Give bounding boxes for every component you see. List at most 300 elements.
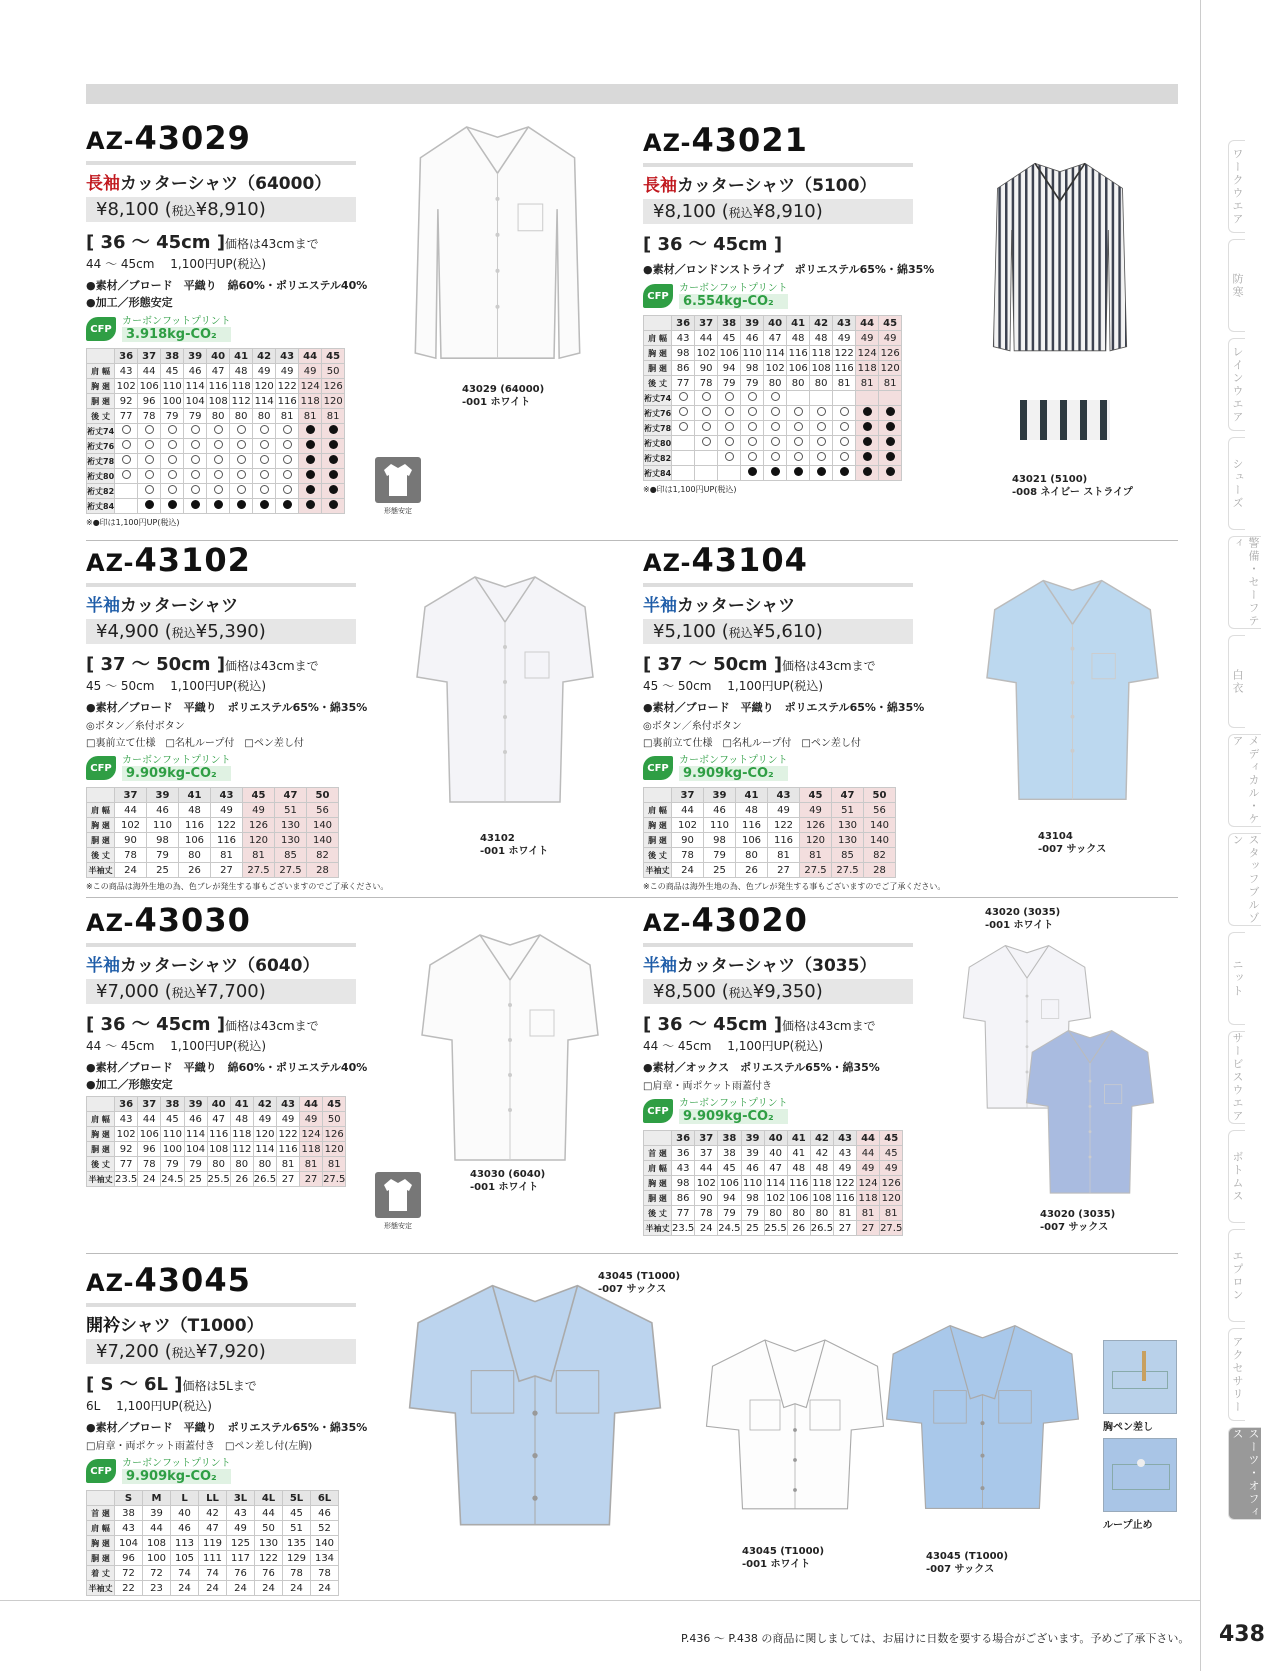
photo-caption: 43102 -001 ホワイト xyxy=(480,833,549,857)
open-circle-icon xyxy=(168,440,177,449)
table-cell xyxy=(253,454,276,469)
table-cell xyxy=(138,484,161,499)
filled-circle-icon xyxy=(306,440,315,449)
cfp-label: カーボンフットプリント xyxy=(679,283,788,294)
table-cell xyxy=(810,436,833,451)
table-cell xyxy=(787,466,810,481)
tab-2[interactable]: レインウエア xyxy=(1228,338,1245,431)
detail-caption: 胸ペン差し xyxy=(1103,1422,1153,1433)
table-cell: 79 xyxy=(147,848,179,863)
table-cell: 116 xyxy=(277,395,297,407)
cfp-block xyxy=(86,753,356,783)
table-cell: 118 xyxy=(811,347,831,359)
row-label: 胸 廻 xyxy=(644,346,672,361)
footnote: ※●印は1,100円UP(税込) xyxy=(643,485,737,494)
cfp-label: カーボンフットプリント xyxy=(122,316,231,327)
table-cell: 47 xyxy=(764,1161,787,1176)
table-cell: 124 xyxy=(857,347,877,359)
open-circle-icon xyxy=(771,392,780,401)
table-cell: 78 xyxy=(311,1566,339,1581)
table-row xyxy=(644,391,902,406)
cfp-value: 9.909kg-CO₂ xyxy=(679,766,788,781)
size-table xyxy=(86,787,339,878)
table-cell: 79 xyxy=(718,376,741,391)
table-cell: 46 xyxy=(311,1506,339,1521)
table-cell xyxy=(810,451,833,466)
table-cell: 24 xyxy=(283,1581,311,1596)
table-cell xyxy=(161,499,184,514)
table-cell: 24 xyxy=(311,1581,339,1596)
model-number: AZ-43020 xyxy=(643,901,808,939)
photo-caption: 43029 (64000) -001 ホワイト xyxy=(462,384,545,408)
table-cell: 135 xyxy=(283,1536,311,1551)
table-cell: 76 xyxy=(255,1566,283,1581)
table-cell: 47 xyxy=(207,1112,230,1127)
table-cell xyxy=(230,484,253,499)
filled-circle-icon xyxy=(886,437,895,446)
table-cell xyxy=(764,421,787,436)
table-cell: 25 xyxy=(704,863,736,878)
table-cell: 43 xyxy=(115,364,138,379)
open-circle-icon xyxy=(145,425,154,434)
table-cell: 77 xyxy=(672,376,695,391)
table-cell: 81 xyxy=(833,376,856,391)
table-cell xyxy=(322,469,345,484)
open-circle-icon xyxy=(725,407,734,416)
table-cell: 134 xyxy=(311,1551,339,1566)
open-circle-icon xyxy=(748,437,757,446)
table-cell: 126 xyxy=(323,380,343,392)
table-cell: 106 xyxy=(179,833,211,848)
size-column-header: 38 xyxy=(718,1131,741,1146)
table-cell: 125 xyxy=(227,1536,255,1551)
table-cell: 24 xyxy=(138,1172,161,1187)
size-column-header: 39 xyxy=(147,788,179,803)
table-cell xyxy=(810,421,833,436)
row-label: 半袖丈 xyxy=(87,1172,115,1187)
tab-8[interactable]: ニット xyxy=(1228,932,1245,1025)
table-cell: 81 xyxy=(768,848,800,863)
table-row xyxy=(87,379,345,394)
table-cell: 26 xyxy=(230,1172,253,1187)
open-circle-icon xyxy=(260,455,269,464)
table-row xyxy=(644,863,896,878)
table-cell xyxy=(230,499,253,514)
table-cell: 78 xyxy=(695,1206,718,1221)
price-bar: ¥7,000 (税込¥7,700) xyxy=(86,979,356,1004)
table-row xyxy=(644,1221,903,1236)
table-cell xyxy=(879,406,902,421)
size-column-header: 37 xyxy=(115,788,147,803)
table-cell xyxy=(276,469,299,484)
table-cell: 108 xyxy=(208,395,228,407)
table-cell xyxy=(879,436,902,451)
table-cell xyxy=(276,484,299,499)
title-rule xyxy=(643,943,913,947)
tab-5[interactable]: 白衣 xyxy=(1228,635,1245,728)
cfp-value: 6.554kg-CO₂ xyxy=(679,294,788,309)
row-label: 胴 廻 xyxy=(644,1191,672,1206)
material-spec: ●素材／ブロード 平織り 綿60%・ポリエステル40% xyxy=(86,279,368,292)
table-cell xyxy=(299,484,322,499)
open-circle-icon xyxy=(725,452,734,461)
table-cell: 81 xyxy=(211,848,243,863)
table-row xyxy=(87,409,345,424)
size-column-header: 45 xyxy=(880,1131,903,1146)
table-cell: 79 xyxy=(741,376,764,391)
open-circle-icon xyxy=(191,470,200,479)
table-cell: 102 xyxy=(116,380,136,392)
filled-circle-icon xyxy=(260,500,269,509)
table-cell xyxy=(764,451,787,466)
size-column-header: 40 xyxy=(207,1097,230,1112)
table-cell: 126 xyxy=(880,347,900,359)
table-cell: 111 xyxy=(199,1551,227,1566)
row-label: 後 丈 xyxy=(644,376,672,391)
title-rule xyxy=(86,583,356,587)
table-cell: 46 xyxy=(184,364,207,379)
open-circle-icon xyxy=(168,470,177,479)
model-number: AZ-43104 xyxy=(643,541,808,579)
row-label: 首 廻 xyxy=(644,1146,672,1161)
shirt-photo-43045-sax xyxy=(885,1295,1080,1535)
open-circle-icon xyxy=(283,455,292,464)
table-cell: 78 xyxy=(138,1157,161,1172)
table-cell xyxy=(207,424,230,439)
table-cell xyxy=(299,499,322,514)
cfp-icon: CFP xyxy=(86,756,116,780)
table-cell xyxy=(672,436,695,451)
table-cell xyxy=(787,421,810,436)
tab-3[interactable]: シューズ xyxy=(1228,437,1245,530)
size-column-header: 40 xyxy=(764,316,787,331)
product-name: 半袖カッターシャツ xyxy=(643,596,796,616)
table-cell: 27 xyxy=(211,863,243,878)
table-cell: 81 xyxy=(277,1157,300,1172)
table-cell: 81 xyxy=(276,409,299,424)
table-cell xyxy=(764,466,787,481)
table-cell: 130 xyxy=(832,818,864,833)
table-cell: 43 xyxy=(115,1521,143,1536)
table-cell: 49 xyxy=(879,331,902,346)
table-cell: 114 xyxy=(185,380,205,392)
table-cell: 118 xyxy=(857,362,877,374)
table-cell: 80 xyxy=(207,409,230,424)
table-cell: 114 xyxy=(254,395,274,407)
cfp-block xyxy=(86,314,356,344)
table-cell: 90 xyxy=(695,1191,718,1206)
open-circle-icon xyxy=(237,470,246,479)
row-label: 肩 幅 xyxy=(644,1161,672,1176)
size-column-header: 47 xyxy=(275,788,307,803)
table-cell: 108 xyxy=(143,1536,171,1551)
table-cell: 48 xyxy=(179,803,211,818)
table-cell xyxy=(138,439,161,454)
table-cell: 52 xyxy=(311,1521,339,1536)
table-cell: 116 xyxy=(789,1177,809,1189)
table-cell: 28 xyxy=(307,863,339,878)
title-rule xyxy=(86,161,356,165)
table-cell: 104 xyxy=(185,395,205,407)
table-cell xyxy=(741,451,764,466)
table-cell: 78 xyxy=(138,409,161,424)
filled-circle-icon xyxy=(771,467,780,476)
table-cell: 98 xyxy=(147,833,179,848)
size-column-header: 37 xyxy=(138,1097,161,1112)
table-cell: 106 xyxy=(139,1128,159,1140)
footnote: ※この商品は海外生地の為、色ブレが発生する事もございますのでご了承ください。 xyxy=(643,882,946,891)
size-column-header: 36 xyxy=(672,316,695,331)
table-cell: 100 xyxy=(162,395,182,407)
table-cell xyxy=(115,439,138,454)
tab-4[interactable]: 警備・セーフティ xyxy=(1228,536,1261,629)
table-cell: 110 xyxy=(704,818,736,833)
table-cell: 79 xyxy=(704,848,736,863)
row-label: 裄丈74 xyxy=(87,424,115,439)
table-cell: 45 xyxy=(718,1161,741,1176)
size-column-header: 39 xyxy=(184,349,207,364)
table-cell: 27 xyxy=(768,863,800,878)
feature-spec: □肩章・両ポケット雨蓋付き □ペン差し付(左胸) xyxy=(86,1441,313,1452)
table-cell: 44 xyxy=(143,1521,171,1536)
filled-circle-icon xyxy=(191,500,200,509)
feature-spec: □肩章・両ポケット雨蓋付き xyxy=(643,1081,772,1092)
table-cell: 96 xyxy=(138,1142,161,1157)
open-circle-icon xyxy=(725,437,734,446)
table-cell: 46 xyxy=(741,331,764,346)
table-cell: 26 xyxy=(736,863,768,878)
size-column-header: 42 xyxy=(810,316,833,331)
open-circle-icon xyxy=(122,470,131,479)
feature-spec: □裏前立て仕様 □名札ループ付 □ペン差し付 xyxy=(643,738,861,749)
open-circle-icon xyxy=(283,470,292,479)
filled-circle-icon xyxy=(886,452,895,461)
material-spec: ●素材／ブロード 平織り 綿60%・ポリエステル40% xyxy=(86,1061,368,1074)
table-row xyxy=(644,436,902,451)
size-column-header: 36 xyxy=(672,1131,695,1146)
open-circle-icon xyxy=(237,425,246,434)
table-cell: 116 xyxy=(834,362,854,374)
table-cell: 118 xyxy=(301,1143,321,1155)
table-row xyxy=(87,1521,339,1536)
table-cell xyxy=(184,469,207,484)
table-cell: 92 xyxy=(115,1142,138,1157)
table-cell: 50 xyxy=(323,1112,346,1127)
processing-spec: ●加工／形態安定 xyxy=(86,1078,173,1091)
open-circle-icon xyxy=(214,440,223,449)
table-cell: 27.5 xyxy=(880,1222,903,1234)
table-cell: 120 xyxy=(323,395,343,407)
size-column-header: 39 xyxy=(704,788,736,803)
material-spec: ●素材／ブロード 平織り ポリエステル65%・綿35% xyxy=(643,701,925,714)
table-cell: 80 xyxy=(179,848,211,863)
table-cell: 26 xyxy=(179,863,211,878)
photo-caption: 43021 (5100) -008 ネイビー ストライプ xyxy=(1012,474,1133,498)
row-label: 胸 廻 xyxy=(87,379,115,394)
table-cell: 90 xyxy=(672,833,704,848)
tab-13[interactable]: スーツ・オフィス xyxy=(1228,1427,1261,1520)
table-cell: 38 xyxy=(718,1146,741,1161)
table-cell xyxy=(115,499,138,514)
size-range: [ S ～ 6L ]価格は5Lまで xyxy=(86,1374,257,1395)
table-cell: 108 xyxy=(810,1191,833,1206)
table-cell xyxy=(879,466,902,481)
table-cell: 47 xyxy=(764,331,787,346)
tab-9[interactable]: サービスウエア xyxy=(1228,1031,1245,1124)
open-circle-icon xyxy=(191,440,200,449)
table-row xyxy=(644,466,902,481)
shirt-icon xyxy=(375,457,421,503)
size-range: [ 37 ～ 50cm ]価格は43cmまで xyxy=(86,654,319,675)
product-name: 長袖カッターシャツ（5100） xyxy=(643,176,877,196)
row-label: 裄丈76 xyxy=(644,406,672,421)
table-cell xyxy=(672,391,695,406)
size-column-header: 45 xyxy=(879,316,902,331)
table-cell: 102 xyxy=(672,818,704,833)
table-cell: 79 xyxy=(718,1206,741,1221)
table-cell: 81 xyxy=(856,376,879,391)
open-circle-icon xyxy=(702,407,711,416)
table-corner xyxy=(87,1097,115,1112)
table-cell: 37 xyxy=(695,1146,718,1161)
table-cell xyxy=(718,391,741,406)
button-spec: ◎ボタン／糸付ボタン xyxy=(86,721,185,732)
tab-7[interactable]: スタッフブルゾン xyxy=(1228,833,1261,926)
filled-circle-icon xyxy=(817,467,826,476)
table-cell xyxy=(741,436,764,451)
row-label: 胴 廻 xyxy=(87,1142,115,1157)
table-cell xyxy=(718,421,741,436)
row-label: 肩 幅 xyxy=(644,803,672,818)
table-cell xyxy=(672,406,695,421)
table-cell: 124 xyxy=(300,380,320,392)
model-number: AZ-43030 xyxy=(86,901,251,939)
table-cell: 80 xyxy=(230,1157,253,1172)
shirt-photo-43102 xyxy=(415,562,595,812)
title-rule xyxy=(86,1303,356,1307)
table-cell: 77 xyxy=(672,1206,695,1221)
size-column-header: 45 xyxy=(800,788,832,803)
table-cell: 110 xyxy=(147,818,179,833)
table-cell: 79 xyxy=(741,1206,764,1221)
size-column-header: 37 xyxy=(695,1131,718,1146)
table-row xyxy=(644,1191,903,1206)
table-cell: 122 xyxy=(278,1128,298,1140)
row-label: 胴 廻 xyxy=(87,833,115,848)
table-cell: 49 xyxy=(768,803,800,818)
table-cell: 47 xyxy=(199,1521,227,1536)
product-43045 xyxy=(86,1261,368,1596)
table-cell: 85 xyxy=(832,848,864,863)
filled-circle-icon xyxy=(748,467,757,476)
table-cell: 112 xyxy=(232,1143,252,1155)
row-label: 半袖丈 xyxy=(87,1581,115,1596)
tab-0[interactable]: ワークウエア xyxy=(1228,140,1245,233)
price-bar: ¥8,500 (税込¥9,350) xyxy=(643,979,913,1004)
table-cell: 130 xyxy=(275,833,307,848)
table-cell: 140 xyxy=(311,1536,339,1551)
table-cell: 45 xyxy=(880,1146,903,1161)
row-label: 裄丈84 xyxy=(87,499,115,514)
product-name: 長袖カッターシャツ（64000） xyxy=(86,174,332,194)
table-cell: 24 xyxy=(199,1581,227,1596)
tab-12[interactable]: アクセサリー xyxy=(1228,1328,1245,1421)
table-cell: 126 xyxy=(243,818,275,833)
product-43102 xyxy=(86,541,389,892)
table-cell: 49 xyxy=(211,803,243,818)
detail-loop xyxy=(1103,1438,1177,1512)
table-cell: 24 xyxy=(255,1581,283,1596)
table-cell: 48 xyxy=(810,1161,833,1176)
table-corner xyxy=(87,1491,115,1506)
table-cell: 48 xyxy=(787,331,810,346)
table-cell: 79 xyxy=(184,1157,207,1172)
table-cell xyxy=(856,466,879,481)
table-cell: 49 xyxy=(253,1112,276,1127)
table-cell xyxy=(138,499,161,514)
footer-line xyxy=(0,1600,1200,1601)
tab-6[interactable]: メディカル・ケア xyxy=(1228,734,1261,827)
section-divider xyxy=(86,897,1178,898)
table-row xyxy=(87,1127,346,1142)
size-column-header: 43 xyxy=(833,316,856,331)
table-cell xyxy=(695,406,718,421)
product-name: 半袖カッターシャツ（3035） xyxy=(643,956,877,976)
table-corner xyxy=(644,1131,672,1146)
table-cell: 27.5 xyxy=(323,1173,346,1185)
filled-circle-icon xyxy=(886,407,895,416)
table-cell: 48 xyxy=(230,364,253,379)
table-corner xyxy=(87,349,115,364)
size-column-header: 42 xyxy=(253,1097,276,1112)
table-cell: 23.5 xyxy=(672,1222,695,1234)
filled-circle-icon xyxy=(306,485,315,494)
category-tabs xyxy=(1228,140,1280,1526)
table-cell: 120 xyxy=(253,1127,276,1142)
table-row xyxy=(87,833,339,848)
table-row xyxy=(644,406,902,421)
table-cell: 45 xyxy=(283,1506,311,1521)
product-name: 半袖カッターシャツ xyxy=(86,596,239,616)
size-column-header: 50 xyxy=(864,788,896,803)
table-cell: 46 xyxy=(184,1112,207,1127)
section-divider xyxy=(86,1253,1178,1254)
table-cell: 80 xyxy=(230,409,253,424)
detail-pen-pocket xyxy=(1103,1340,1177,1414)
photo-caption: 43045 (T1000) -001 ホワイト xyxy=(742,1546,825,1570)
table-cell xyxy=(764,391,787,406)
table-cell xyxy=(695,421,718,436)
size-column-header: 43 xyxy=(211,788,243,803)
price-bar: ¥8,100 (税込¥8,910) xyxy=(643,199,913,224)
table-cell: 26 xyxy=(787,1221,810,1236)
open-circle-icon xyxy=(725,392,734,401)
table-cell xyxy=(810,391,833,406)
size-column-header: 40 xyxy=(207,349,230,364)
table-cell xyxy=(833,421,856,436)
tab-1[interactable]: 防寒 xyxy=(1228,239,1245,332)
tab-11[interactable]: エプロン xyxy=(1228,1229,1245,1322)
row-label: 胸 廻 xyxy=(644,1176,672,1191)
table-cell xyxy=(833,391,856,406)
table-cell: 46 xyxy=(741,1161,764,1176)
table-cell xyxy=(879,391,902,406)
page-number: 438 xyxy=(1219,1622,1265,1647)
table-cell: 82 xyxy=(307,848,339,863)
tab-10[interactable]: ボトムス xyxy=(1228,1130,1245,1223)
model-number: AZ-43021 xyxy=(643,121,808,159)
table-cell: 116 xyxy=(835,1192,855,1204)
